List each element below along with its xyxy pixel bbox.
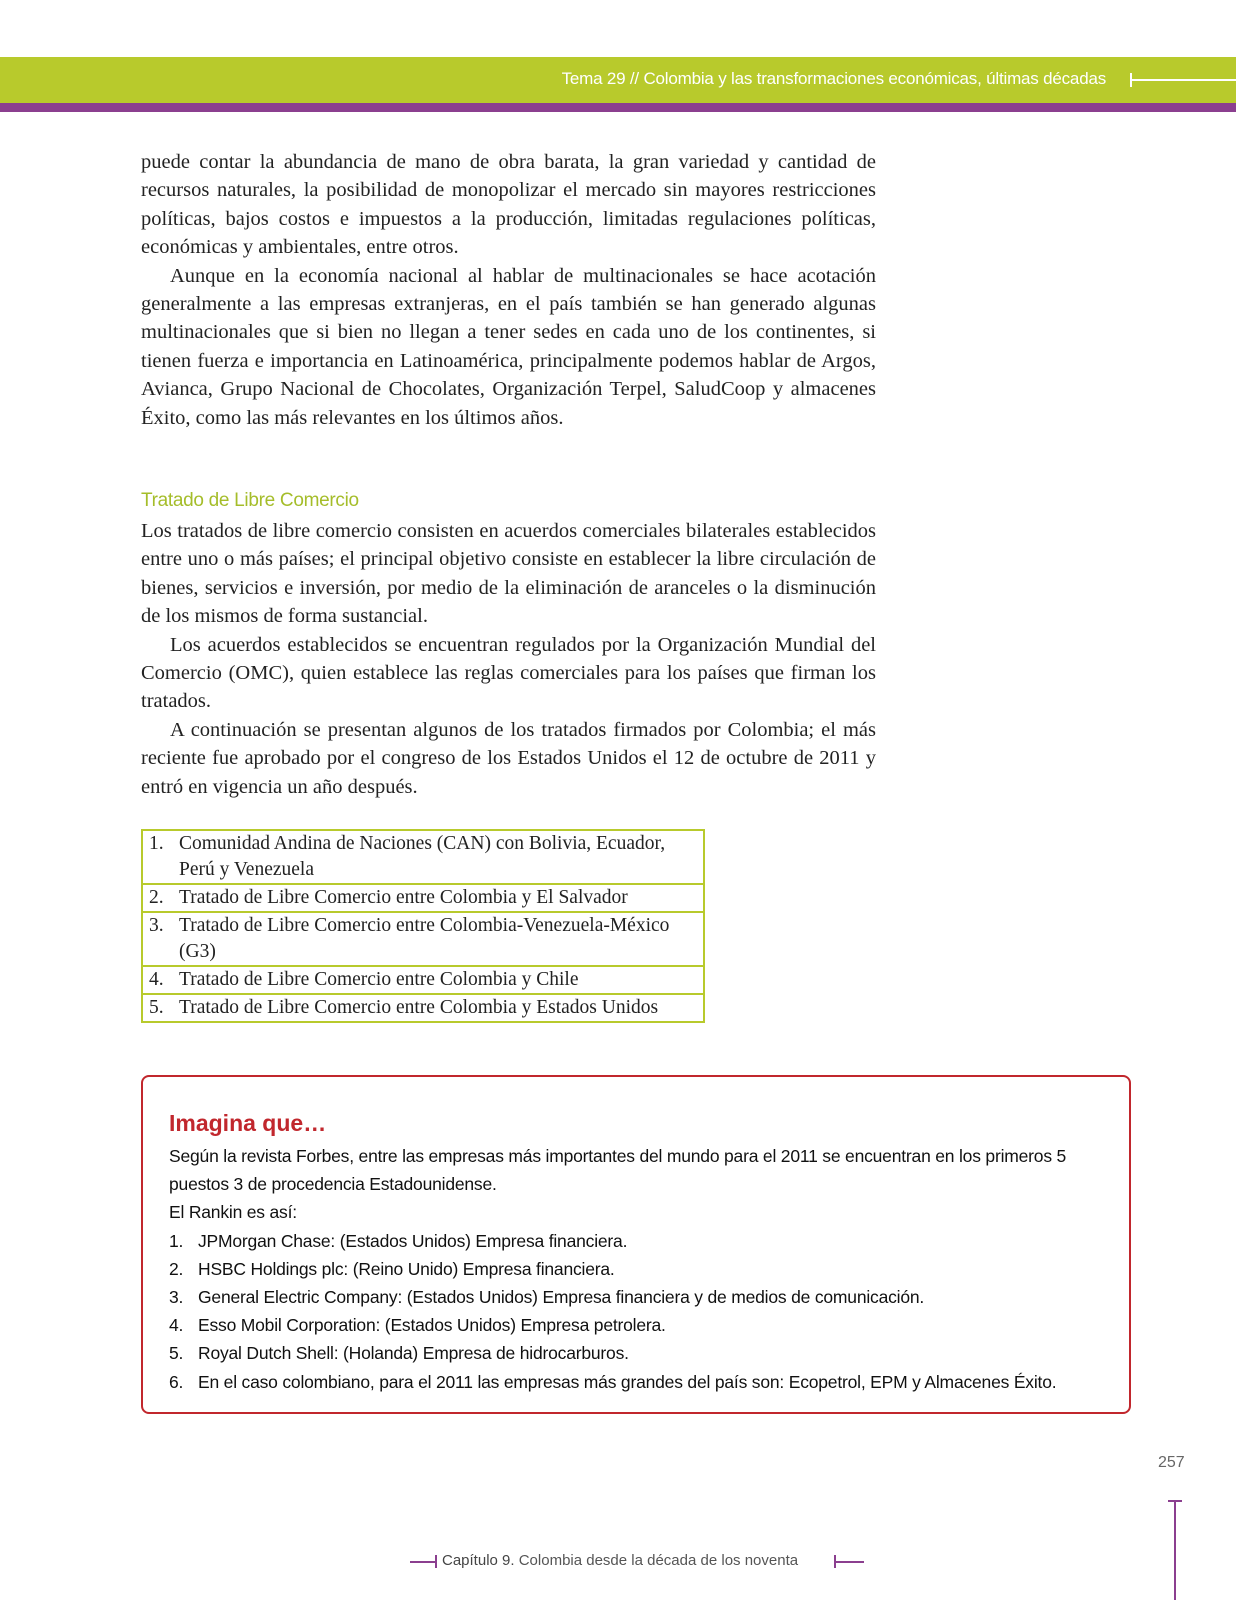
list-item xyxy=(169,1311,1089,1339)
list-number: 4. xyxy=(169,1315,184,1336)
table-row xyxy=(143,967,703,995)
list-item xyxy=(169,1227,1089,1255)
paragraph: A continuación se presentan algunos de los tratados firmados por Colombia; el más reciente fue aprobado por el congreso de los Estados Unidos el 12 de octubre de 2011 y entró en vigencia un año después. xyxy=(141,718,876,798)
body-text-block-1 xyxy=(141,148,876,432)
row-text: Tratado de Libre Comercio entre Colombia y Chile xyxy=(179,969,579,990)
body-text-block-2 xyxy=(141,517,876,801)
list-item xyxy=(169,1368,1089,1396)
row-text: Tratado de Libre Comercio entre Colombia y El Salvador xyxy=(179,887,628,908)
row-number: 5. xyxy=(149,997,164,1018)
chapter-topic-title: Tema 29 // Colombia y las transformaciones económicas, últimas décadas xyxy=(561,69,1106,88)
footer-rule-right xyxy=(834,1561,864,1563)
table-row xyxy=(143,995,703,1021)
row-number: 2. xyxy=(149,887,164,908)
list-text: JPMorgan Chase: (Estados Unidos) Empresa financiera. xyxy=(198,1230,628,1251)
callout-intro: Según la revista Forbes, entre las empresas más importantes del mundo para el 2011 se encuentran en los primeros 5 puestos 3 de procedencia Estadounidense. xyxy=(169,1146,1067,1195)
callout-title: Imagina que… xyxy=(169,1110,327,1136)
footer-chapter xyxy=(442,1552,798,1569)
section-heading: Tratado de Libre Comercio xyxy=(141,490,359,511)
list-text: En el caso colombiano, para el 2011 las empresas más grandes del país son: Ecopetrol, EPM y Almacenes Éxito. xyxy=(198,1371,1057,1392)
row-number: 3. xyxy=(149,915,164,936)
callout-content xyxy=(169,1142,1089,1396)
table-row xyxy=(143,913,703,967)
callout-subintro: El Rankin es así: xyxy=(169,1202,297,1223)
footer-chapter-label: Capítulo 9. xyxy=(442,1552,515,1569)
table-row xyxy=(143,831,703,885)
list-item xyxy=(169,1283,1089,1311)
list-number: 3. xyxy=(169,1287,184,1308)
list-number: 2. xyxy=(169,1258,184,1279)
paragraph: Los acuerdos establecidos se encuentran regulados por la Organización Mundial del Comercio (OMC), quien establece las reglas comerciales para los países que firman los tratados. xyxy=(141,633,876,713)
list-text: General Electric Company: (Estados Unidos) Empresa financiera y de medios de comunicación. xyxy=(198,1287,925,1308)
footer-rule-left xyxy=(410,1561,437,1563)
table-row xyxy=(143,885,703,913)
list-item xyxy=(169,1339,1089,1367)
list-text: Esso Mobil Corporation: (Estados Unidos) Empresa petrolera. xyxy=(198,1315,666,1336)
row-number: 1. xyxy=(149,833,164,854)
page-number: 257 xyxy=(1158,1454,1185,1471)
list-number: 1. xyxy=(169,1230,184,1251)
list-item xyxy=(169,1255,1089,1283)
paragraph: Aunque en la economía nacional al hablar de multinacionales se hace acotación generalmente a las empresas extranjeras, en el país también se han generado algunas multinacionales que si bien no llegan a tener sedes en cada uno de los continentes, si tienen fuerza e importancia en Latinoamérica, principalmente podemos hablar de Argos, Avianca, Grupo Nacional de Chocolates, Organización Terpel, SaludCoop y almacenes Éxito, como las más relevantes en los últimos años. xyxy=(141,264,876,429)
margin-rule xyxy=(1174,1500,1176,1600)
footer-rule-tick-left xyxy=(435,1555,437,1568)
header-rule xyxy=(1130,79,1236,81)
row-text: Tratado de Libre Comercio entre Colombia-Venezuela-México (G3) xyxy=(179,915,670,962)
paragraph: Los tratados de libre comercio consisten en acuerdos comerciales bilaterales establecidos entre uno o más países; el principal objetivo consiste en establecer la libre circulación de bienes, servicios e inversión, por medio de la eliminación de aranceles o la disminución de los mismos de forma sustancial. xyxy=(141,520,876,628)
list-number: 5. xyxy=(169,1343,184,1364)
row-text: Tratado de Libre Comercio entre Colombia y Estados Unidos xyxy=(179,997,659,1018)
footer-chapter-title: Colombia desde la década de los noventa xyxy=(518,1552,799,1569)
header-accent-strip xyxy=(0,103,1236,112)
list-text: Royal Dutch Shell: (Holanda) Empresa de hidrocarburos. xyxy=(198,1343,629,1364)
paragraph: puede contar la abundancia de mano de obra barata, la gran variedad y cantidad de recursos naturales, la posibilidad de monopolizar el mercado sin mayores restricciones políticas, bajos costos e impuestos a la producción, limitadas regulaciones políticas, económicas y ambientales, entre otros. xyxy=(141,151,876,259)
row-number: 4. xyxy=(149,969,164,990)
list-text: HSBC Holdings plc: (Reino Unido) Empresa financiera. xyxy=(198,1258,615,1279)
treaties-table xyxy=(141,829,705,1023)
list-number: 6. xyxy=(169,1371,184,1392)
row-text: Comunidad Andina de Naciones (CAN) con Bolivia, Ecuador, Perú y Venezuela xyxy=(179,833,666,880)
